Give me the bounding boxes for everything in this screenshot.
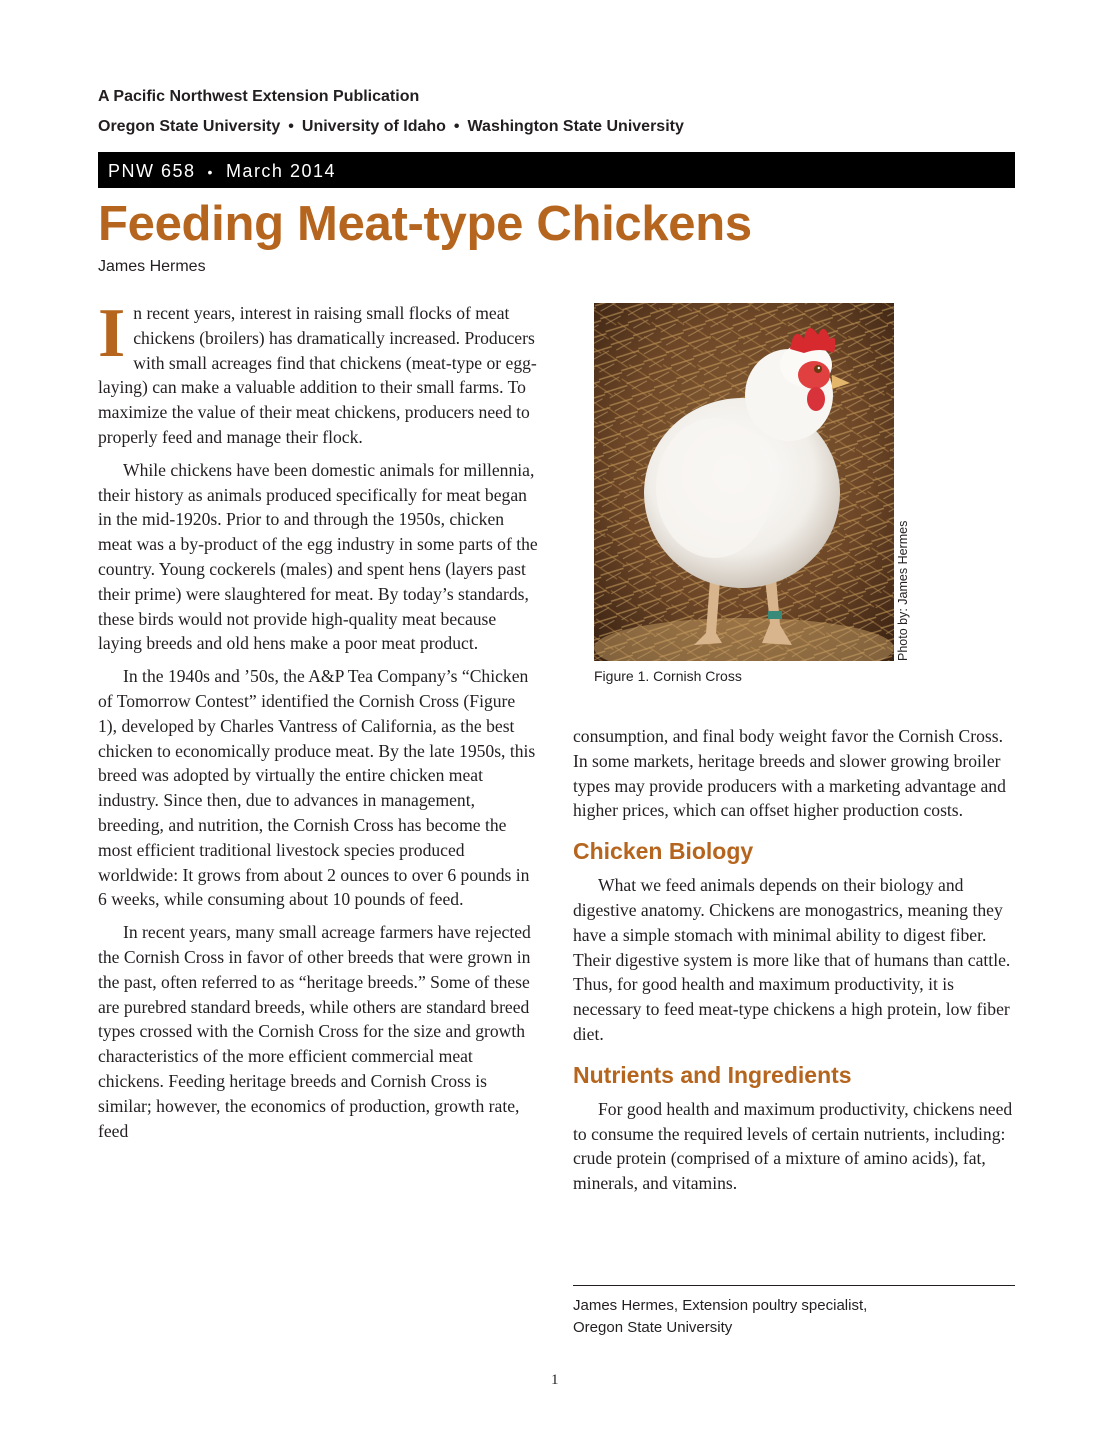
universities-line: [98, 118, 684, 136]
university-osu: Oregon State University: [98, 118, 281, 135]
section-heading-chicken-biology: Chicken Biology: [573, 838, 754, 865]
university-idaho: University of Idaho: [301, 118, 446, 135]
section-heading-nutrients: Nutrients and Ingredients: [573, 1061, 852, 1088]
separator-dot: •: [288, 118, 294, 135]
author-footnote: [573, 1295, 867, 1339]
cornish-cross-paragraph: In the 1940s and ’50s, the A&P Tea Company’s “Chicken of Tomorrow Contest” identified the Cornish Cross (Figure 1), developed by Charles Vantress of California, as the best chicken to economically produce meat. By the late 1950s, this breed was adopted by virtually the entire chicken meat industry. Since then, due to advances in management, breeding, and nutrition, the Cornish Cross has become the most efficient traditional livestock species produced worldwide: It grows from about 2 ounces to over 6 pounds in 6 weeks, while consuming about 10 pounds of feed.: [98, 666, 536, 910]
intro-paragraph: [98, 295, 538, 450]
right-column: [573, 724, 1015, 1204]
page-number: 1: [551, 1372, 559, 1388]
separator-dot: •: [207, 164, 214, 180]
footnote-line: James Hermes, Extension poultry specialist,: [573, 1297, 868, 1314]
biology-paragraph: What we feed animals depends on their biology and digestive anatomy. Chickens are monogastrics, meaning they have a simple stomach with minimal ability to digest fiber. Their digestive system is more like that of humans than cattle. Thus, for good health and maximum productivity, it is necessary to feed meat-type chickens a high protein, low fiber diet.: [573, 875, 1011, 1044]
nutrients-paragraph: For good health and maximum productivity, chickens need to consume the required levels of certain nutrients, including: crude protein (comprised of a mixture of amino acids), fat, minerals, and vitamins.: [573, 1098, 1013, 1194]
publication-code: PNW 658: [108, 161, 196, 181]
footnote-divider: [573, 1285, 1015, 1286]
publication-line: A Pacific Northwest Extension Publication: [98, 88, 420, 105]
drop-cap: I: [98, 295, 126, 372]
left-column: [98, 295, 538, 1151]
figure-caption: Figure 1. Cornish Cross: [594, 668, 742, 684]
heritage-paragraph: In recent years, many small acreage farmers have rejected the Cornish Cross in favor of other breeds that were grown in the past, often referred to as “heritage breeds.” Some of these are purebred standard breeds, while others are standard breed types crossed with the Cornish Cross for the size and growth characteristics of the more efficient commercial meat chickens. Feeding heritage breeds and Cornish Cross is similar; however, the economics of production, growth rate, feed: [98, 922, 531, 1141]
publication-date: March 2014: [225, 161, 336, 181]
photo-credit: Photo by: James Hermes: [896, 520, 910, 661]
footnote-line: Oregon State University: [573, 1319, 733, 1336]
university-wsu: Washington State University: [467, 118, 684, 135]
continued-paragraph: consumption, and final body weight favor the Cornish Cross. In some markets, heritage breeds and slower growing broiler types may provide producers with a marketing advantage and higher prices, which can offset higher production costs.: [573, 726, 1006, 821]
intro-text: n recent years, interest in raising small flocks of meat chickens (broilers) has dramatically increased. Producers with small acreages find that chickens (meat-type or egg-laying) can make a valuable addition to their small farms. To maximize the value of their meat chickens, producers need to properly feed and manage their flock.: [98, 303, 537, 447]
publication-bar: [98, 152, 1015, 188]
document-title: Feeding Meat-type Chickens: [98, 197, 752, 251]
author-name: James Hermes: [98, 258, 206, 275]
history-paragraph: While chickens have been domestic animals for millennia, their history as animals produced specifically for meat began in the mid-1920s. Prior to and through the 1950s, chicken meat was a by-product of the egg industry in some parts of the country. Young cockerels (males) and spent hens (layers past their prime) were slaughtered for meat. By today’s standards, these birds would not provide high-quality meat because laying breeds and old hens make a poor meat product.: [98, 459, 538, 654]
chicken-photo: [594, 303, 894, 661]
separator-dot: •: [453, 118, 460, 135]
